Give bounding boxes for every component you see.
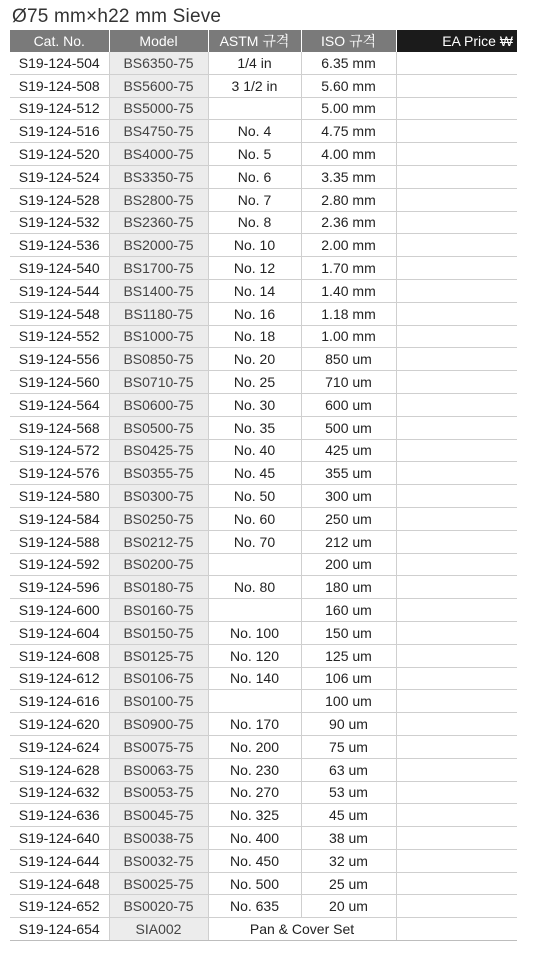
cell-astm: No. 20 <box>208 348 301 371</box>
cell-iso: 6.35 mm <box>301 52 396 74</box>
cell-iso: 710 um <box>301 371 396 394</box>
cell-model: BS0200-75 <box>109 553 208 576</box>
table-row <box>10 804 517 827</box>
cell-astm: No. 16 <box>208 302 301 325</box>
cell-model: BS0100-75 <box>109 690 208 713</box>
table-row <box>10 849 517 872</box>
cell-iso: 300 um <box>301 485 396 508</box>
cell-iso: 38 um <box>301 827 396 850</box>
cell-astm: No. 230 <box>208 758 301 781</box>
table-row <box>10 416 517 439</box>
cell-astm: No. 5 <box>208 143 301 166</box>
cell-iso: 20 um <box>301 895 396 918</box>
cell-model: BS5600-75 <box>109 74 208 97</box>
cell-cat-no: S19-124-548 <box>10 302 109 325</box>
cell-model: BS0045-75 <box>109 804 208 827</box>
cell-astm: No. 270 <box>208 781 301 804</box>
cell-model: BS0150-75 <box>109 621 208 644</box>
cell-astm: No. 120 <box>208 644 301 667</box>
cell-price <box>396 804 517 827</box>
cell-iso: 100 um <box>301 690 396 713</box>
cell-price <box>396 553 517 576</box>
cell-astm: No. 12 <box>208 257 301 280</box>
cell-iso: 2.80 mm <box>301 188 396 211</box>
cell-model: BS4750-75 <box>109 120 208 143</box>
cell-cat-no: S19-124-552 <box>10 325 109 348</box>
table-row <box>10 507 517 530</box>
table-row <box>10 667 517 690</box>
cell-astm: No. 30 <box>208 393 301 416</box>
cell-cat-no: S19-124-512 <box>10 97 109 120</box>
table-row <box>10 143 517 166</box>
cell-model: BS0212-75 <box>109 530 208 553</box>
cell-cat-no: S19-124-600 <box>10 599 109 622</box>
cell-cat-no: S19-124-620 <box>10 713 109 736</box>
cell-price <box>396 165 517 188</box>
cell-iso: 106 um <box>301 667 396 690</box>
cell-price <box>396 644 517 667</box>
cell-cat-no: S19-124-652 <box>10 895 109 918</box>
cell-astm: No. 7 <box>208 188 301 211</box>
sieve-price-table <box>10 30 517 941</box>
cell-iso: 212 um <box>301 530 396 553</box>
cell-model: BS6350-75 <box>109 52 208 74</box>
cell-price <box>396 393 517 416</box>
cell-astm <box>208 690 301 713</box>
cell-price <box>396 576 517 599</box>
table-row <box>10 302 517 325</box>
cell-model: BS2000-75 <box>109 234 208 257</box>
cell-iso: 1.40 mm <box>301 279 396 302</box>
cell-cat-no: S19-124-644 <box>10 849 109 872</box>
cell-price <box>396 827 517 850</box>
cell-price <box>396 872 517 895</box>
cell-astm <box>208 97 301 120</box>
table-row <box>10 553 517 576</box>
cell-iso: 63 um <box>301 758 396 781</box>
cell-cat-no: S19-124-584 <box>10 507 109 530</box>
cell-price <box>396 485 517 508</box>
cell-cat-no: S19-124-640 <box>10 827 109 850</box>
page-title: Ø75 mm×h22 mm Sieve <box>12 6 222 27</box>
cell-astm: No. 8 <box>208 211 301 234</box>
cell-model: BS0600-75 <box>109 393 208 416</box>
cell-model: BS0020-75 <box>109 895 208 918</box>
cell-astm: No. 18 <box>208 325 301 348</box>
cell-iso: 850 um <box>301 348 396 371</box>
cell-iso: 90 um <box>301 713 396 736</box>
cell-model: BS0106-75 <box>109 667 208 690</box>
cell-iso: 125 um <box>301 644 396 667</box>
cell-model: BS0075-75 <box>109 735 208 758</box>
cell-model: BS0500-75 <box>109 416 208 439</box>
cell-iso: 1.00 mm <box>301 325 396 348</box>
cell-astm: No. 100 <box>208 621 301 644</box>
table-row <box>10 690 517 713</box>
cell-model: SIA002 <box>109 918 208 941</box>
cell-model: BS5000-75 <box>109 97 208 120</box>
header-astm: ASTM 규격 <box>208 30 301 52</box>
cell-cat-no: S19-124-528 <box>10 188 109 211</box>
cell-astm: No. 60 <box>208 507 301 530</box>
cell-model: BS3350-75 <box>109 165 208 188</box>
cell-price <box>396 234 517 257</box>
cell-price <box>396 462 517 485</box>
cell-price <box>396 211 517 234</box>
cell-astm: No. 400 <box>208 827 301 850</box>
cell-astm: No. 25 <box>208 371 301 394</box>
cell-cat-no: S19-124-504 <box>10 52 109 74</box>
table-row <box>10 713 517 736</box>
table-row <box>10 393 517 416</box>
cell-model: BS2800-75 <box>109 188 208 211</box>
cell-astm: No. 500 <box>208 872 301 895</box>
cell-description: Pan & Cover Set <box>208 918 396 941</box>
cell-cat-no: S19-124-636 <box>10 804 109 827</box>
cell-astm: No. 80 <box>208 576 301 599</box>
cell-price <box>396 530 517 553</box>
cell-price <box>396 507 517 530</box>
table-row <box>10 781 517 804</box>
table-row <box>10 52 517 74</box>
cell-iso: 1.18 mm <box>301 302 396 325</box>
table-row <box>10 644 517 667</box>
cell-price <box>396 735 517 758</box>
cell-model: BS1000-75 <box>109 325 208 348</box>
cell-model: BS0053-75 <box>109 781 208 804</box>
cell-cat-no: S19-124-580 <box>10 485 109 508</box>
cell-cat-no: S19-124-572 <box>10 439 109 462</box>
cell-cat-no: S19-124-632 <box>10 781 109 804</box>
cell-astm: 1/4 in <box>208 52 301 74</box>
cell-cat-no: S19-124-564 <box>10 393 109 416</box>
cell-iso: 3.35 mm <box>301 165 396 188</box>
table-row <box>10 120 517 143</box>
cell-price <box>396 621 517 644</box>
cell-price <box>396 188 517 211</box>
cell-cat-no: S19-124-628 <box>10 758 109 781</box>
table-row <box>10 439 517 462</box>
cell-price <box>396 416 517 439</box>
cell-iso: 600 um <box>301 393 396 416</box>
table-row <box>10 325 517 348</box>
cell-price <box>396 348 517 371</box>
cell-cat-no: S19-124-524 <box>10 165 109 188</box>
table-row <box>10 348 517 371</box>
cell-cat-no: S19-124-648 <box>10 872 109 895</box>
cell-iso: 5.60 mm <box>301 74 396 97</box>
table-row <box>10 895 517 918</box>
cell-model: BS1400-75 <box>109 279 208 302</box>
cell-cat-no: S19-124-536 <box>10 234 109 257</box>
cell-price <box>396 279 517 302</box>
cell-price <box>396 439 517 462</box>
table-row <box>10 576 517 599</box>
cell-price <box>396 74 517 97</box>
cell-cat-no: S19-124-608 <box>10 644 109 667</box>
cell-model: BS0160-75 <box>109 599 208 622</box>
cell-astm: No. 50 <box>208 485 301 508</box>
cell-iso: 2.00 mm <box>301 234 396 257</box>
cell-astm: No. 4 <box>208 120 301 143</box>
table-row <box>10 211 517 234</box>
table-row <box>10 485 517 508</box>
cell-iso: 1.70 mm <box>301 257 396 280</box>
cell-cat-no: S19-124-568 <box>10 416 109 439</box>
table-row <box>10 74 517 97</box>
cell-iso: 180 um <box>301 576 396 599</box>
cell-cat-no: S19-124-624 <box>10 735 109 758</box>
cell-astm <box>208 599 301 622</box>
cell-model: BS0850-75 <box>109 348 208 371</box>
cell-astm <box>208 553 301 576</box>
cell-iso: 500 um <box>301 416 396 439</box>
cell-iso: 4.75 mm <box>301 120 396 143</box>
cell-iso: 2.36 mm <box>301 211 396 234</box>
table-row <box>10 165 517 188</box>
cell-astm: No. 10 <box>208 234 301 257</box>
table-row <box>10 97 517 120</box>
cell-cat-no: S19-124-520 <box>10 143 109 166</box>
header-model: Model <box>109 30 208 52</box>
cell-price <box>396 690 517 713</box>
cell-iso: 160 um <box>301 599 396 622</box>
cell-price <box>396 325 517 348</box>
cell-price <box>396 143 517 166</box>
cell-iso: 25 um <box>301 872 396 895</box>
cell-model: BS0250-75 <box>109 507 208 530</box>
cell-cat-no: S19-124-592 <box>10 553 109 576</box>
table-row <box>10 257 517 280</box>
cell-astm: No. 45 <box>208 462 301 485</box>
cell-astm: No. 14 <box>208 279 301 302</box>
table-row <box>10 827 517 850</box>
cell-price <box>396 120 517 143</box>
cell-iso: 425 um <box>301 439 396 462</box>
table-row-pan-cover <box>10 918 517 941</box>
cell-model: BS0025-75 <box>109 872 208 895</box>
cell-cat-no: S19-124-654 <box>10 918 109 941</box>
cell-iso: 53 um <box>301 781 396 804</box>
cell-model: BS0180-75 <box>109 576 208 599</box>
cell-iso: 200 um <box>301 553 396 576</box>
table-row <box>10 371 517 394</box>
header-cat-no: Cat. No. <box>10 30 109 52</box>
cell-price <box>396 257 517 280</box>
table-row <box>10 279 517 302</box>
cell-astm: No. 6 <box>208 165 301 188</box>
cell-price <box>396 97 517 120</box>
header-price: EA Price ₩ <box>396 30 517 52</box>
cell-price <box>396 302 517 325</box>
table-row <box>10 530 517 553</box>
table-row <box>10 621 517 644</box>
cell-cat-no: S19-124-576 <box>10 462 109 485</box>
cell-model: BS0900-75 <box>109 713 208 736</box>
cell-iso: 45 um <box>301 804 396 827</box>
cell-cat-no: S19-124-556 <box>10 348 109 371</box>
cell-model: BS0710-75 <box>109 371 208 394</box>
cell-astm: No. 170 <box>208 713 301 736</box>
cell-iso: 75 um <box>301 735 396 758</box>
cell-price <box>396 849 517 872</box>
cell-iso: 4.00 mm <box>301 143 396 166</box>
cell-astm: No. 635 <box>208 895 301 918</box>
cell-cat-no: S19-124-588 <box>10 530 109 553</box>
cell-price <box>396 52 517 74</box>
cell-price <box>396 667 517 690</box>
cell-iso: 355 um <box>301 462 396 485</box>
cell-model: BS1180-75 <box>109 302 208 325</box>
table-row <box>10 188 517 211</box>
cell-iso: 150 um <box>301 621 396 644</box>
cell-iso: 250 um <box>301 507 396 530</box>
table-row <box>10 462 517 485</box>
cell-iso: 32 um <box>301 849 396 872</box>
cell-price <box>396 599 517 622</box>
cell-astm: No. 200 <box>208 735 301 758</box>
cell-price <box>396 918 517 941</box>
cell-price <box>396 781 517 804</box>
cell-cat-no: S19-124-616 <box>10 690 109 713</box>
table-row <box>10 735 517 758</box>
cell-price <box>396 895 517 918</box>
cell-cat-no: S19-124-596 <box>10 576 109 599</box>
cell-model: BS0355-75 <box>109 462 208 485</box>
cell-cat-no: S19-124-604 <box>10 621 109 644</box>
cell-astm: No. 450 <box>208 849 301 872</box>
table-body <box>10 52 517 941</box>
cell-model: BS0038-75 <box>109 827 208 850</box>
table-row <box>10 758 517 781</box>
cell-cat-no: S19-124-612 <box>10 667 109 690</box>
cell-model: BS0300-75 <box>109 485 208 508</box>
cell-model: BS1700-75 <box>109 257 208 280</box>
cell-model: BS0032-75 <box>109 849 208 872</box>
cell-cat-no: S19-124-508 <box>10 74 109 97</box>
cell-astm: No. 70 <box>208 530 301 553</box>
cell-astm: No. 40 <box>208 439 301 462</box>
cell-model: BS0125-75 <box>109 644 208 667</box>
cell-price <box>396 371 517 394</box>
table-row <box>10 872 517 895</box>
table-header-row <box>10 30 517 52</box>
table-row <box>10 599 517 622</box>
cell-cat-no: S19-124-516 <box>10 120 109 143</box>
cell-astm: No. 35 <box>208 416 301 439</box>
cell-cat-no: S19-124-560 <box>10 371 109 394</box>
cell-iso: 5.00 mm <box>301 97 396 120</box>
cell-cat-no: S19-124-532 <box>10 211 109 234</box>
cell-astm: No. 140 <box>208 667 301 690</box>
cell-model: BS4000-75 <box>109 143 208 166</box>
cell-model: BS0063-75 <box>109 758 208 781</box>
cell-price <box>396 713 517 736</box>
cell-model: BS2360-75 <box>109 211 208 234</box>
cell-cat-no: S19-124-544 <box>10 279 109 302</box>
cell-astm: 3 1/2 in <box>208 74 301 97</box>
cell-price <box>396 758 517 781</box>
header-iso: ISO 규격 <box>301 30 396 52</box>
cell-cat-no: S19-124-540 <box>10 257 109 280</box>
table-row <box>10 234 517 257</box>
cell-model: BS0425-75 <box>109 439 208 462</box>
cell-astm: No. 325 <box>208 804 301 827</box>
